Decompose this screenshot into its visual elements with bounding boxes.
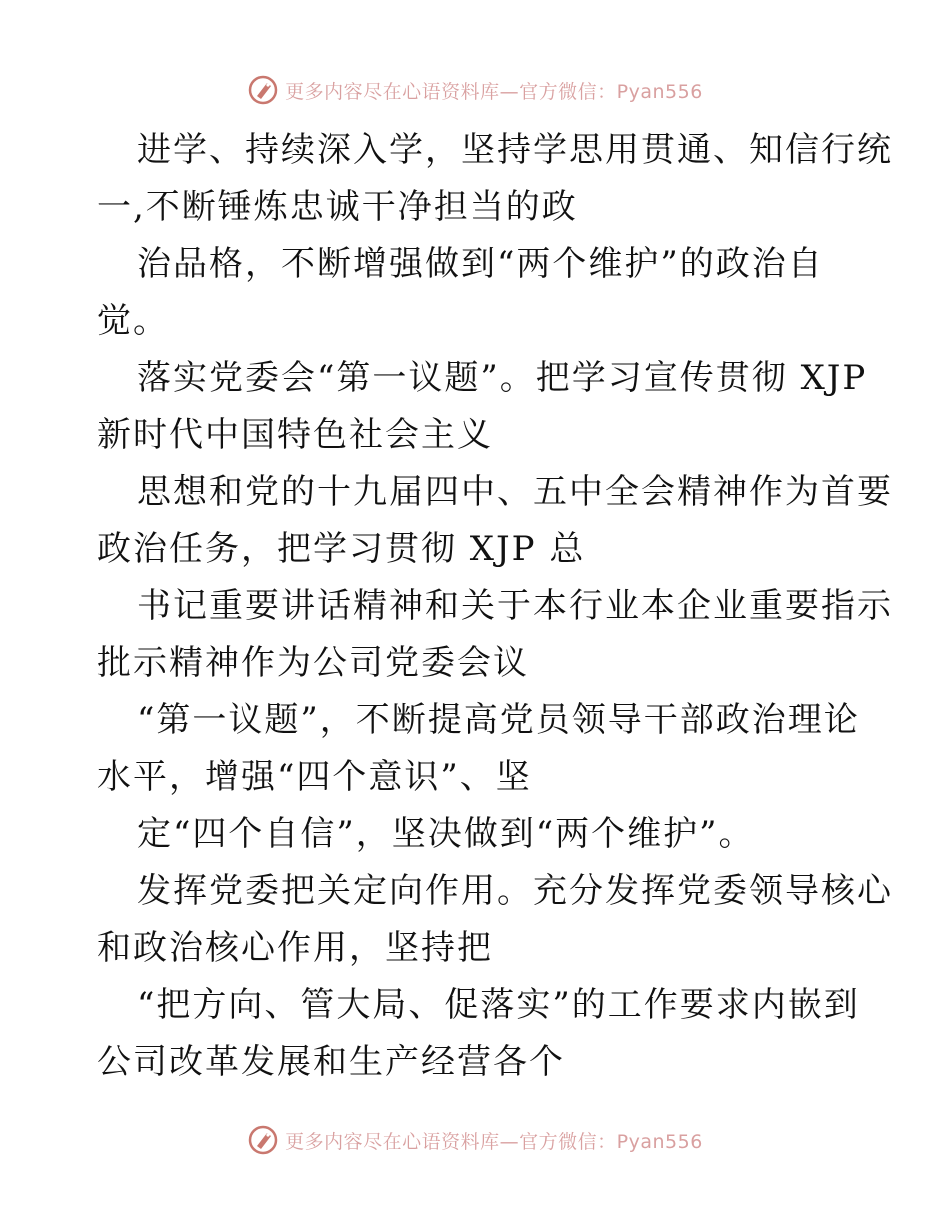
footer-watermark <box>0 1120 950 1160</box>
text-line: 新时代中国特色社会主义 <box>97 415 493 455</box>
text-line: 水平，增强“四个意识”、坚 <box>97 757 532 797</box>
text-line: 政治任务，把学习贯彻 XJP 总 <box>97 529 586 569</box>
text-line: “第一议题”，不断提高党员领导干部政治理论 <box>137 700 860 740</box>
text-line: 觉。 <box>97 301 169 341</box>
text-line: 一,不断锤炼忠诚干净担当的政 <box>97 187 578 227</box>
pen-nib-logo-icon <box>247 74 279 106</box>
text-line: 公司改革发展和生产经营各个 <box>97 1042 565 1082</box>
text-line: 治品格，不断增强做到“两个维护”的政治自 <box>137 244 824 284</box>
text-line: “把方向、管大局、促落实”的工作要求内嵌到 <box>137 985 860 1025</box>
text-line: 书记重要讲话精神和关于本行业本企业重要指示 <box>137 586 893 626</box>
text-line: 思想和党的十九届四中、五中全会精神作为首要 <box>137 472 893 512</box>
header-watermark <box>0 70 950 110</box>
watermark-text: 更多内容尽在心语资料库—官方微信：Pyan556 <box>285 80 703 103</box>
pen-nib-logo-icon <box>247 1124 279 1156</box>
watermark-text: 更多内容尽在心语资料库—官方微信：Pyan556 <box>285 1130 703 1153</box>
text-line: 批示精神作为公司党委会议 <box>97 643 529 683</box>
text-line: 发挥党委把关定向作用。充分发挥党委领导核心 <box>137 871 893 911</box>
text-line: 进学、持续深入学，坚持学思用贯通、知信行统 <box>137 130 893 170</box>
text-line: 和政治核心作用，坚持把 <box>97 928 493 968</box>
text-line: 定“四个自信”，坚决做到“两个维护”。 <box>137 814 755 854</box>
document-body <box>97 122 893 1091</box>
text-line: 落实党委会“第一议题”。把学习宣传贯彻 XJP <box>137 358 868 398</box>
